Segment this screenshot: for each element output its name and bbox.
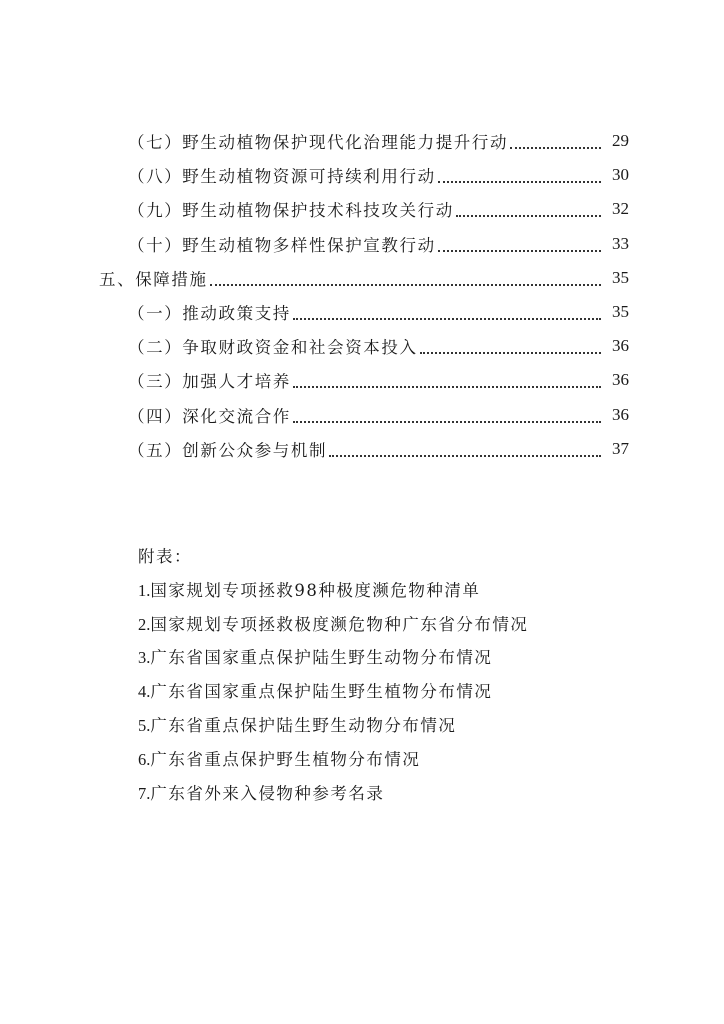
appendix-item-text: 广东省国家重点保护陆生野生植物分布情况 — [150, 682, 493, 702]
toc-dot-leader — [438, 173, 601, 183]
appendix-item[interactable] — [138, 608, 698, 642]
toc-entry[interactable] — [0, 398, 724, 432]
toc-page-number: 36 — [612, 336, 629, 356]
appendix-item-text: 国家规划专项拯救98种极度濒危物种清单 — [150, 580, 481, 600]
toc-section-entry[interactable] — [0, 261, 724, 295]
toc-page-number: 29 — [612, 131, 629, 151]
toc-dot-leader — [438, 242, 601, 252]
appendix-item[interactable] — [138, 574, 698, 608]
toc-entry[interactable] — [0, 124, 724, 158]
toc-entry-title: （五）创新公众参与机制 — [128, 440, 328, 460]
appendix-item-text: 广东省重点保护陆生野生动物分布情况 — [150, 715, 457, 735]
toc-entry[interactable] — [0, 158, 724, 192]
toc-page-number: 36 — [612, 370, 629, 390]
appendix-item[interactable] — [138, 743, 698, 777]
toc-entry-title: （七）野生动植物保护现代化治理能力提升行动 — [128, 133, 509, 153]
toc-dot-leader — [293, 413, 601, 423]
appendix-item-number: 2. — [138, 614, 151, 634]
appendix-item-number: 1. — [138, 580, 151, 600]
toc-entry[interactable] — [0, 192, 724, 226]
toc-entry-title: （二）争取财政资金和社会资本投入 — [128, 338, 418, 358]
toc-entry[interactable] — [0, 329, 724, 363]
appendix-item[interactable] — [138, 709, 698, 743]
toc-dot-leader — [329, 447, 601, 457]
toc-entry[interactable] — [0, 363, 724, 397]
toc-page-number: 32 — [612, 199, 629, 219]
appendix-item-number: 5. — [138, 715, 151, 735]
appendix-item-number: 7. — [138, 783, 151, 803]
toc-entry-title: （九）野生动植物保护技术科技攻关行动 — [128, 201, 454, 221]
toc-page-number: 30 — [612, 165, 629, 185]
toc-dot-leader — [420, 344, 601, 354]
toc-section-title: 五、保障措施 — [99, 269, 208, 289]
appendix-item-number: 3. — [138, 648, 151, 668]
toc-entry[interactable] — [0, 227, 724, 261]
toc-entry[interactable] — [0, 432, 724, 466]
appendix-item-text: 广东省重点保护野生植物分布情况 — [150, 749, 421, 769]
appendix-heading: 附表： — [138, 547, 192, 566]
appendix-item[interactable] — [138, 777, 698, 811]
appendix-item-text: 国家规划专项拯救极度濒危物种广东省分布情况 — [150, 614, 529, 634]
appendix-item[interactable] — [138, 641, 698, 675]
toc-dot-leader — [456, 207, 601, 217]
toc-entry-title: （三）加强人才培养 — [128, 372, 291, 392]
appendix-item-number: 4. — [138, 682, 151, 702]
toc-entry-title: （八）野生动植物资源可持续利用行动 — [128, 167, 436, 187]
toc-page-number: 33 — [612, 233, 629, 253]
toc-page-number: 35 — [612, 302, 629, 322]
toc-page-number: 36 — [612, 404, 629, 424]
appendix-item-text: 广东省国家重点保护陆生野生动物分布情况 — [150, 648, 493, 668]
toc-page-number: 35 — [612, 267, 629, 287]
toc-dot-leader — [293, 310, 601, 320]
toc-dot-leader — [210, 276, 601, 286]
appendix-item-text: 广东省外来入侵物种参考名录 — [150, 783, 385, 803]
toc-page-number: 37 — [612, 438, 629, 458]
appendix-item-number: 6. — [138, 749, 151, 769]
toc-entry-title: （四）深化交流合作 — [128, 406, 291, 426]
toc-entry[interactable] — [0, 295, 724, 329]
appendix-list — [138, 540, 698, 810]
toc-dot-leader — [293, 378, 601, 388]
toc-entry-title: （十）野生动植物多样性保护宣教行动 — [128, 235, 436, 255]
table-of-contents — [0, 124, 724, 466]
toc-dot-leader — [510, 139, 601, 149]
toc-entry-title: （一）推动政策支持 — [128, 304, 291, 324]
appendix-item[interactable] — [138, 675, 698, 709]
